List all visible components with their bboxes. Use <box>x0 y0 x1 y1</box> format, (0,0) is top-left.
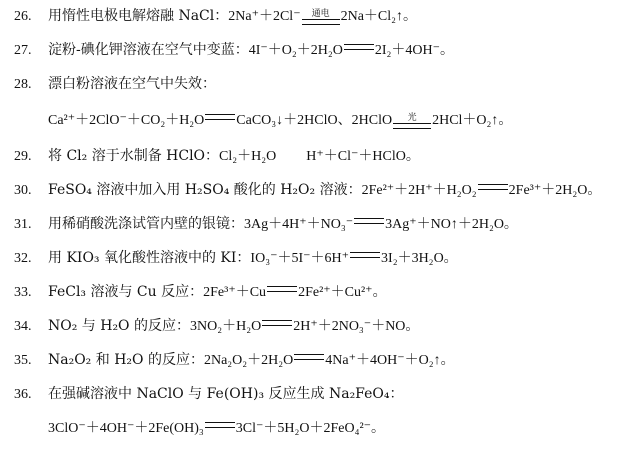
equals-sign <box>302 19 340 25</box>
equation-right: 2Fe³⁺＋2H₂O。 <box>508 183 602 198</box>
item-33 <box>14 282 387 303</box>
equation-left: 2Fe³⁺＋Cu <box>203 285 267 300</box>
item-26 <box>14 6 417 27</box>
item-35 <box>14 350 455 371</box>
item-number: 27. <box>14 43 32 58</box>
reaction-condition <box>393 114 431 129</box>
item-36-equation <box>48 418 385 439</box>
equals-sign <box>478 184 508 190</box>
reaction-condition <box>302 10 340 25</box>
item-description: 漂白粉溶液在空气中失效： <box>48 76 216 92</box>
equation-left: 2Na⁺＋2Cl⁻ <box>228 9 301 24</box>
item-description: NO₂ 与 H₂O 的反应： <box>48 318 190 334</box>
condition-label: 光 <box>407 113 417 123</box>
equals-sign <box>344 44 374 50</box>
item-description: 用 KIO₃ 氧化酸性溶液中的 KI： <box>48 250 251 266</box>
equation-left: 4I⁻＋O₂＋2H₂O <box>248 43 343 58</box>
item-36 <box>14 384 404 405</box>
equation-right: H⁺＋Cl⁻＋HClO。 <box>306 149 420 164</box>
equation-right: 3Cl⁻＋5H₂O＋2FeO₄²⁻。 <box>235 421 386 436</box>
item-description: 用惰性电极电解熔融 NaCl： <box>48 8 229 24</box>
item-number: 28. <box>14 77 32 92</box>
equals-sign <box>354 218 384 224</box>
equation-left: 3NO₂＋H₂O <box>190 319 262 334</box>
item-description: 将 Cl₂ 溶于水制备 HClO： <box>48 148 220 164</box>
equation-left: 2Na₂O₂＋2H₂O <box>203 353 294 368</box>
equals-sign <box>294 354 324 360</box>
equation-right: 2H⁺＋2NO₃⁻＋NO。 <box>293 319 420 334</box>
item-number: 34. <box>14 319 32 334</box>
equals-sign <box>393 123 431 129</box>
item-description: FeSO₄ 溶液中加入用 H₂SO₄ 酸化的 H₂O₂ 溶液： <box>48 182 362 198</box>
equation-left: Cl₂＋H₂O <box>219 149 277 164</box>
item-28 <box>14 74 216 95</box>
item-30 <box>14 180 601 201</box>
item-34 <box>14 316 419 337</box>
equals-sign <box>262 320 292 326</box>
equation-right: 2HCl＋O₂↑。 <box>432 113 513 128</box>
equation-left: 3Ag＋4H⁺＋NO₃⁻ <box>244 217 354 232</box>
item-31 <box>14 214 518 235</box>
equation-right: 2Na＋Cl₂↑。 <box>340 9 418 24</box>
equation-right: 3Ag⁺＋NO↑＋2H₂O。 <box>385 217 518 232</box>
equation-right: 2Fe²⁺＋Cu²⁺。 <box>298 285 387 300</box>
equation-left: 2Fe²⁺＋2H⁺＋H₂O₂ <box>361 183 477 198</box>
item-number: 32. <box>14 251 32 266</box>
equation-middle: CaCO₃↓＋2HClO、2HClO <box>236 113 393 128</box>
item-number: 30. <box>14 183 32 198</box>
equation-right: 2I₂＋4OH⁻。 <box>374 43 455 58</box>
item-description: Na₂O₂ 和 H₂O 的反应： <box>48 352 204 368</box>
condition-label: 通电 <box>311 9 330 19</box>
item-number: 36. <box>14 387 32 402</box>
item-32 <box>14 248 458 269</box>
item-28-equation <box>48 110 512 131</box>
equation-right: 3I₂＋3H₂O。 <box>381 251 458 266</box>
item-27 <box>14 40 454 61</box>
equals-sign <box>205 114 235 120</box>
item-number: 29. <box>14 149 32 164</box>
item-number: 33. <box>14 285 32 300</box>
equation-left: 3ClO⁻＋4OH⁻＋2Fe(OH)₃ <box>48 421 204 436</box>
equals-sign <box>267 286 297 292</box>
item-number: 26. <box>14 9 32 24</box>
item-description: 用稀硝酸洗涤试管内壁的银镜： <box>48 216 244 232</box>
equals-sign <box>350 252 380 258</box>
equation-right: 4Na⁺＋4OH⁻＋O₂↑。 <box>325 353 455 368</box>
equation-left: IO₃⁻＋5I⁻＋6H⁺ <box>250 251 350 266</box>
item-description: 淀粉-碘化钾溶液在空气中变蓝： <box>48 42 249 58</box>
equals-sign <box>205 422 235 428</box>
equation-left: Ca²⁺＋2ClO⁻＋CO₂＋H₂O <box>48 113 205 128</box>
item-description: FeCl₃ 溶液与 Cu 反应： <box>48 284 204 300</box>
item-number: 31. <box>14 217 32 232</box>
item-number: 35. <box>14 353 32 368</box>
item-description: 在强碱溶液中 NaClO 与 Fe(OH)₃ 反应生成 Na₂FeO₄： <box>48 386 404 402</box>
item-29 <box>14 146 420 167</box>
